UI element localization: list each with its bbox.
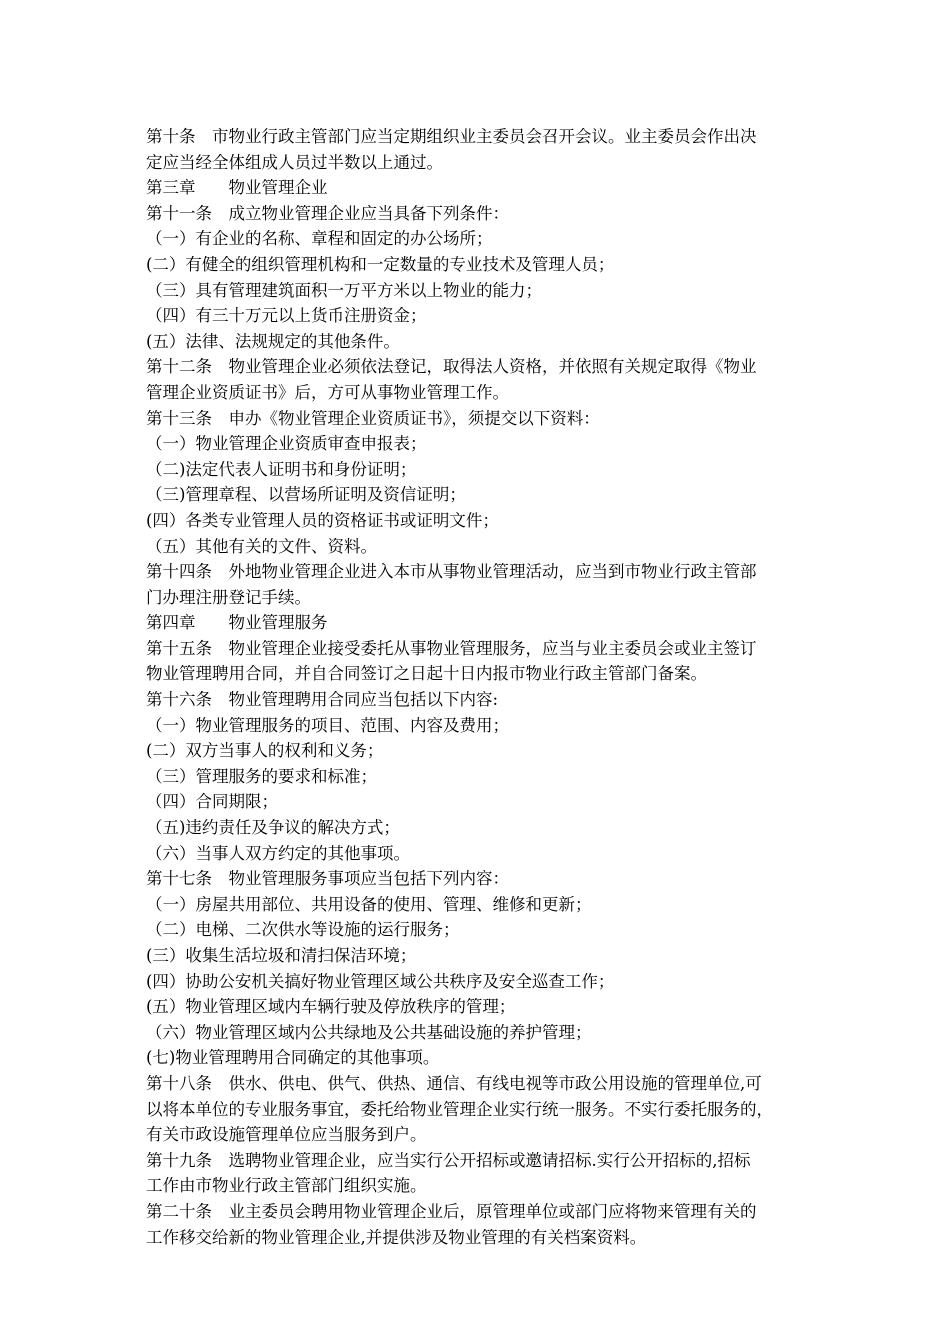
article-13-item-5: （五）其他有关的文件、资料。 [146,536,377,556]
article-19-line-1: 第十九条 选聘物业管理企业，应当实行公开招标或邀请招标.实行公开招标的,招标 [146,1150,751,1170]
article-13-line-1: 第十三条 申办《物业管理企业资质证书》，须提交以下资料： [146,408,600,428]
article-12-line-1: 第十二条 物业管理企业必须依法登记，取得法人资格，并依照有关规定取得《物业 [146,357,757,377]
article-16-item-1: （一）物业管理服务的项目、范围、内容及费用； [146,715,509,735]
article-17-line-1: 第十七条 物业管理服务事项应当包括下列内容： [146,869,509,889]
article-11-item-4: （四）有三十万元以上货币注册资金； [146,306,427,326]
article-15-line-1: 第十五条 物业管理企业接受委托从事物业管理服务，应当与业主委员会或业主签订 [146,638,757,658]
article-11-item-1: （一）有企业的名称、章程和固定的办公场所； [146,229,493,249]
article-17-item-5: (五）物业管理区域内车辆行驶及停放秩序的管理； [146,997,516,1017]
article-20-line-2: 工作移交给新的物业管理企业,并提供涉及物业管理的有关档案资料。 [146,1227,647,1247]
chapter-3-heading: 第三章 物业管理企业 [146,178,328,198]
document-body [146,124,868,1250]
article-18-line-2: 以将本单位的专业服务事宜，委托给物业管理企业实行统一服务。不实行委托服务的， [146,1099,773,1119]
article-17-item-3: (三）收集生活垃圾和清扫保洁环境； [146,946,417,965]
article-16-item-4: （四）合同期限； [146,792,278,812]
article-18-line-1: 第十八条 供水、供电、供气、供热、通信、有线电视等市政公用设施的管理单位,可 [146,1073,762,1093]
article-15-line-2: 物业管理聘用合同，并自合同签订之日起十日内报市物业行政主管部门备案。 [146,664,707,684]
article-16-item-6: （六）当事人双方约定的其他事项。 [146,843,410,863]
chapter-4-heading: 第四章 物业管理服务 [146,613,328,633]
article-14-line-1: 第十四条 外地物业管理企业进入本市从事物业管理活动，应当到市物业行政主管部 [146,562,757,582]
article-10-line-1: 第十条 市物业行政主管部门应当定期组织业主委员会召开会议。业主委员会作出决 [146,127,757,146]
article-13-item-3: （三)管理章程、以营场所证明及资信证明； [146,485,466,505]
article-13-item-2: （二)法定代表人证明书和身份证明； [146,459,417,479]
article-16-item-2: (二）双方当事人的权利和义务； [146,741,384,761]
article-16-item-5: （五)违约责任及争议的解决方式； [146,818,400,838]
article-20-line-1: 第二十条 业主委员会聘用物业管理企业后，原管理单位或部门应将物来管理有关的 [146,1201,757,1221]
article-17-item-7: (七)物业管理聘用合同确定的其他事项。 [146,1048,440,1068]
article-18-line-3: 有关市政设施管理单位应当服务到户。 [146,1125,427,1145]
article-11-item-3: （三）具有管理建筑面积一万平方米以上物业的能力； [146,280,542,300]
article-16-line-1: 第十六条 物业管理聘用合同应当包括以下内容: [146,690,499,710]
article-11-item-2: (二）有健全的组织管理机构和一定数量的专业技术及管理人员； [146,254,615,274]
article-11-item-5: (五）法律、法规规定的其他条件。 [146,331,400,351]
article-17-item-1: （一）房屋共用部位、共用设备的使用、管理、维修和更新； [146,894,592,914]
article-19-line-2: 工作由市物业行政主管部门组织实施。 [146,1176,427,1196]
article-12-line-2: 管理企业资质证书》后，方可从事物业管理工作。 [146,382,509,402]
article-11-line-1: 第十一条 成立物业管理企业应当具备下列条件： [146,203,509,223]
article-17-item-6: （六）物业管理区域内公共绿地及公共基础设施的养护管理； [146,1022,592,1042]
article-14-line-2: 门办理注册登记手续。 [146,587,311,607]
article-17-item-4: (四）协助公安机关搞好物业管理区域公共秩序及安全巡查工作； [146,971,615,991]
article-16-item-3: （三）管理服务的要求和标准； [146,766,377,786]
article-17-item-2: （二）电梯、二次供水等设施的运行服务； [146,920,460,940]
article-13-item-1: （一）物业管理企业资质审查申报表； [146,434,427,454]
article-10-line-2: 定应当经全体组成人员过半数以上通过。 [146,152,443,172]
article-13-item-4: (四）各类专业管理人员的资格证书或证明文件； [146,510,499,530]
